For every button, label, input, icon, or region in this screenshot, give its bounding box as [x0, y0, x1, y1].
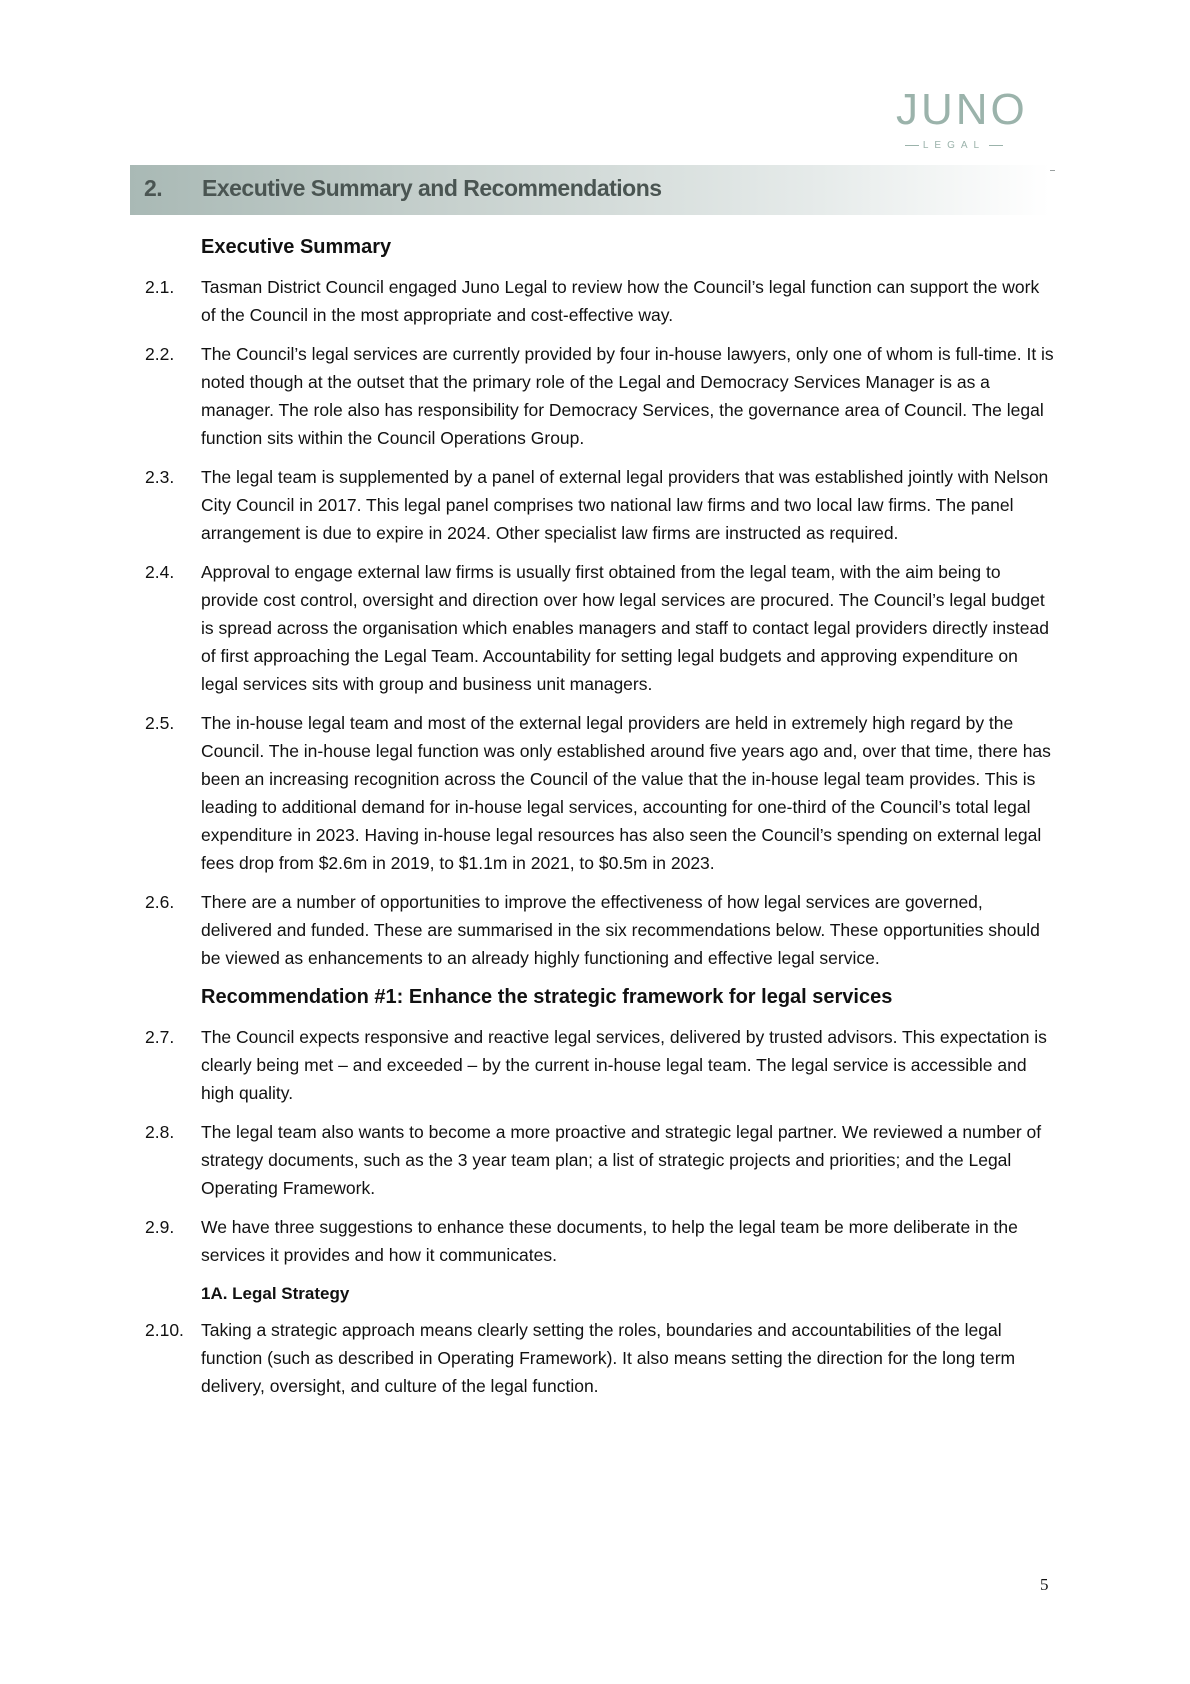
paragraph-text: The Council expects responsive and reactive legal services, delivered by trusted advisors. This expectation is clearly being met – and exceeded – by the current in-house legal team. The legal service is accessible and high quality. — [201, 1027, 1047, 1103]
paragraph-number: 2.3. — [145, 467, 175, 487]
section-banner — [130, 165, 1050, 215]
document-body — [145, 233, 1055, 1411]
subheading-executive-summary: Executive Summary — [201, 236, 392, 258]
paragraph-2-5 — [145, 709, 1055, 877]
paragraph-number: 2.1. — [145, 277, 175, 297]
paragraph-text: We have three suggestions to enhance these documents, to help the legal team be more deliberate in the services it provides and how it communicates. — [201, 1217, 1018, 1265]
paragraph-2-3 — [145, 463, 1055, 547]
subheading-legal-strategy: 1A. Legal Strategy — [201, 1284, 350, 1303]
paragraph-text: There are a number of opportunities to improve the effectiveness of how legal services are governed, delivered and funded. These are summarised in the six recommendations below. These opportunities should be viewed as enhancements to an already highly functioning and effective legal service. — [201, 892, 1040, 968]
paragraph-text: The Council’s legal services are currently provided by four in-house lawyers, only one of whom is full-time. It is noted though at the outset that the primary role of the Legal and Democracy Services Manager is as a manager. The role also has responsibility for Democracy Services, the governance area of Council. The legal function sits within the Council Operations Group. — [201, 344, 1054, 448]
paragraph-2-2 — [145, 340, 1055, 452]
paragraph-number: 2.8. — [145, 1122, 175, 1142]
juno-legal-logo — [870, 85, 1055, 174]
paragraph-number: 2.9. — [145, 1217, 175, 1237]
paragraph-text: The in-house legal team and most of the external legal providers are held in extremely high regard by the Council. The in-house legal function was only established around five years ago and, over that time, there has been an increasing recognition across the Council of the value that the in-house legal team provides. This is leading to additional demand for in-house legal services, accounting for one-third of the Council’s total legal expenditure in 2023. Having in-house legal resources has also seen the Council’s spending on external legal fees drop from $2.6m in 2019, to $1.1m in 2021, to $0.5m in 2023. — [201, 713, 1051, 873]
paragraph-number: 2.7. — [145, 1027, 175, 1047]
page-number: 5 — [1040, 1575, 1049, 1594]
logo-subtitle-text: LEGAL — [922, 140, 986, 151]
paragraph-number: 2.4. — [145, 562, 175, 582]
paragraph-2-10 — [145, 1316, 1055, 1400]
paragraph-number: 2.5. — [145, 713, 175, 733]
section-number: 2. — [144, 175, 163, 201]
subheading-recommendation-1: Recommendation #1: Enhance the strategic framework for legal services — [201, 986, 893, 1008]
paragraph-text: Approval to engage external law firms is usually first obtained from the legal team, with the aim being to provide cost control, oversight and direction over how legal services are procured. The Council’s legal budget is spread across the organisation which enables managers and staff to contact legal providers directly instead of first approaching the Legal Team. Accountability for setting legal budgets and approving expenditure on legal services sits with group and business unit managers. — [201, 562, 1049, 694]
paragraph-2-1 — [145, 273, 1055, 329]
paragraph-2-9 — [145, 1213, 1055, 1269]
paragraph-text: The legal team also wants to become a more proactive and strategic legal partner. We reviewed a number of strategy documents, such as the 3 year team plan; a list of strategic projects and priorities; and the Legal Operating Framework. — [201, 1122, 1042, 1198]
paragraph-number: 2.6. — [145, 892, 175, 912]
paragraph-2-7 — [145, 1023, 1055, 1107]
paragraph-text: Tasman District Council engaged Juno Legal to review how the Council’s legal function can support the work of the Council in the most appropriate and cost-effective way. — [201, 277, 1040, 325]
logo-wordmark: JUNO — [896, 85, 1028, 134]
paragraph-2-6 — [145, 888, 1055, 972]
paragraph-text: Taking a strategic approach means clearly setting the roles, boundaries and accountabilities of the legal function (such as described in Operating Framework). It also means setting the direction for the long term delivery, oversight, and culture of the legal function. — [201, 1320, 1016, 1396]
paragraph-number: 2.10. — [145, 1320, 184, 1340]
paragraph-number: 2.2. — [145, 344, 175, 364]
logo-subtitle — [898, 140, 1010, 151]
paragraph-text: The legal team is supplemented by a panel of external legal providers that was established jointly with Nelson City Council in 2017. This legal panel comprises two national law firms and two local law firms. The panel arrangement is due to expire in 2024. Other specialist law firms are instructed as required. — [201, 467, 1049, 543]
paragraph-2-8 — [145, 1118, 1055, 1202]
section-title: Executive Summary and Recommendations — [202, 175, 662, 201]
paragraph-2-4 — [145, 558, 1055, 698]
